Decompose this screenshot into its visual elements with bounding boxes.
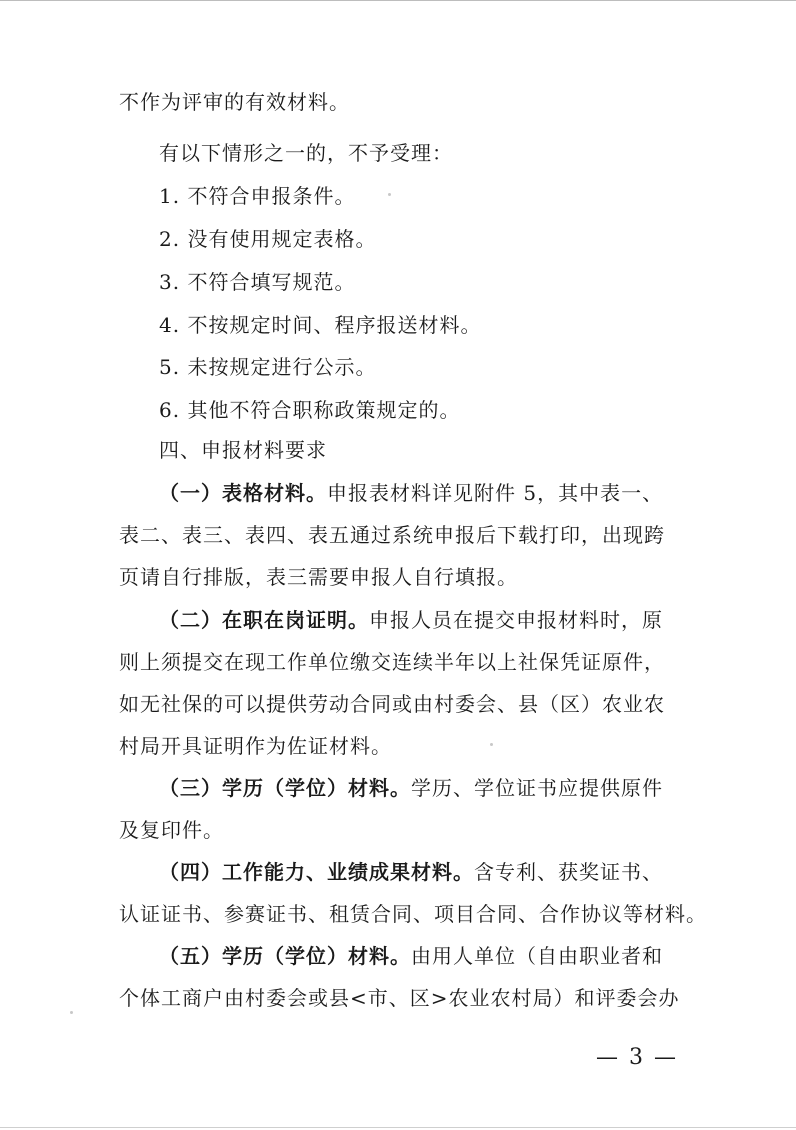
page-edge-divider bbox=[0, 1127, 796, 1128]
item-first-line bbox=[159, 775, 663, 801]
text-line: 村局开具证明作为佐证材料。 bbox=[119, 734, 392, 758]
list-item: 4. 不按规定时间、程序报送材料。 bbox=[159, 313, 482, 337]
list-item: 1. 不符合申报条件。 bbox=[159, 184, 356, 208]
text-line: 则上须提交在现工作单位缴交连续半年以上社保凭证原件， bbox=[119, 650, 665, 674]
item-text: 学历、学位证书应提供原件 bbox=[411, 776, 663, 800]
text-line: 页请自行排版，表三需要申报人自行填报。 bbox=[119, 565, 518, 589]
text-line: 认证证书、参赛证书、租赁合同、项目合同、合作协议等材料。 bbox=[119, 902, 707, 926]
item-text: 由用人单位（自由职业者和 bbox=[411, 944, 663, 968]
scan-speck-icon bbox=[70, 1011, 73, 1014]
item-text: 申报人员在提交申报材料时，原 bbox=[369, 608, 663, 632]
item-label: （一）表格材料。 bbox=[159, 481, 327, 505]
item-text: 含专利、获奖证书、 bbox=[474, 860, 663, 884]
text-line: 表二、表三、表四、表五通过系统申报后下载打印，出现跨 bbox=[119, 523, 665, 547]
item-label: （四）工作能力、业绩成果材料。 bbox=[159, 860, 474, 884]
item-first-line bbox=[159, 480, 663, 506]
scan-speck-icon bbox=[388, 193, 391, 196]
item-first-line bbox=[159, 943, 663, 969]
section-heading: 四、申报材料要求 bbox=[159, 438, 327, 462]
list-item: 6. 其他不符合职称政策规定的。 bbox=[159, 398, 461, 422]
text-line: 不作为评审的有效材料。 bbox=[119, 90, 350, 114]
text-line: 及复印件。 bbox=[119, 818, 224, 842]
list-item: 5. 未按规定进行公示。 bbox=[159, 355, 377, 379]
item-label: （二）在职在岗证明。 bbox=[159, 608, 369, 632]
scan-speck-icon bbox=[490, 743, 493, 746]
item-label: （五）学历（学位）材料。 bbox=[159, 944, 411, 968]
text-line: 如无社保的可以提供劳动合同或由村委会、县（区）农业农 bbox=[119, 692, 665, 716]
item-label: （三）学历（学位）材料。 bbox=[159, 776, 411, 800]
item-first-line bbox=[159, 607, 663, 633]
item-text: 申报表材料详见附件 5，其中表一、 bbox=[327, 481, 664, 505]
text-line: 个体工商户由村委会或县<市、区>农业农村局）和评委会办 bbox=[119, 986, 680, 1010]
page-number: — 3 — bbox=[596, 1045, 678, 1070]
text-line: 有以下情形之一的，不予受理： bbox=[159, 141, 453, 165]
item-first-line bbox=[159, 859, 663, 885]
list-item: 2. 没有使用规定表格。 bbox=[159, 227, 377, 251]
list-item: 3. 不符合填写规范。 bbox=[159, 270, 356, 294]
